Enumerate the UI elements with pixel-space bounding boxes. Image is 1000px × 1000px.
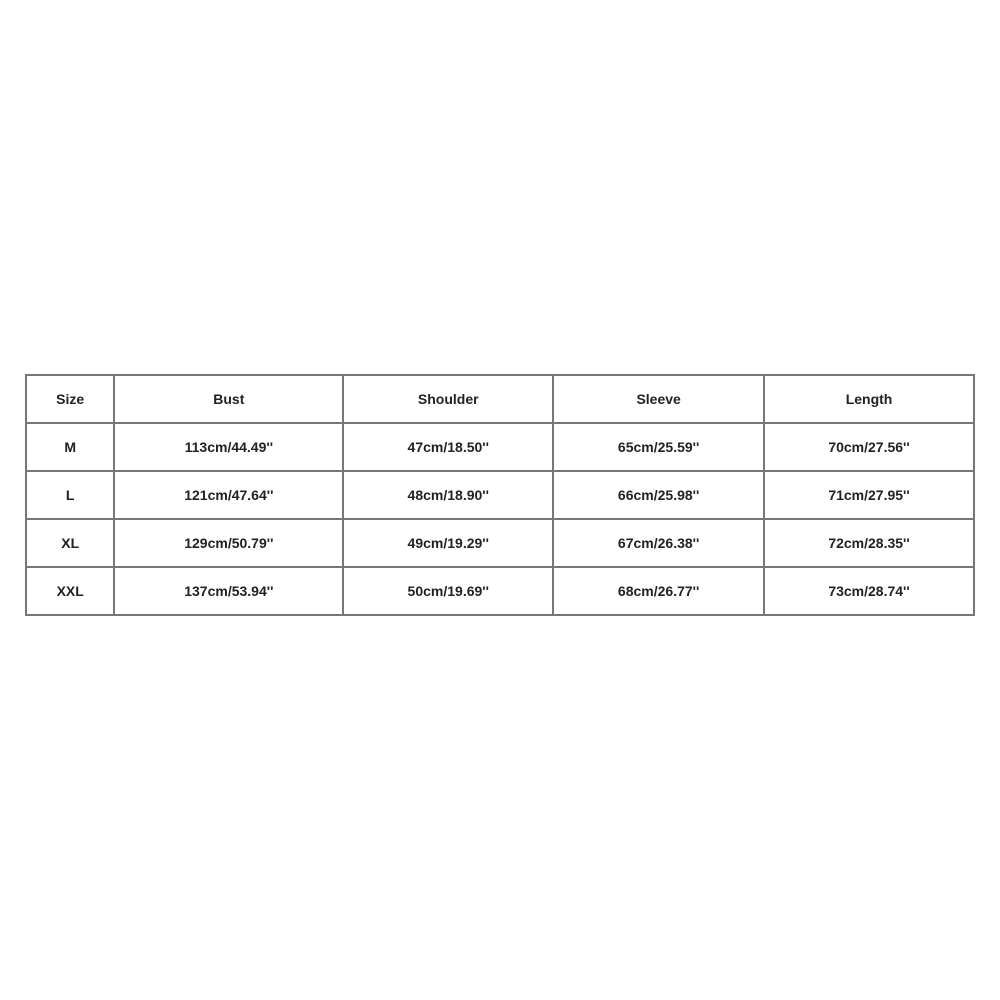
cell-sleeve: 65cm/25.59''	[553, 423, 764, 471]
cell-shoulder: 50cm/19.69''	[343, 567, 553, 615]
cell-shoulder: 48cm/18.90''	[343, 471, 553, 519]
header-sleeve: Sleeve	[553, 375, 764, 423]
cell-length: 70cm/27.56''	[764, 423, 974, 471]
cell-bust: 129cm/50.79''	[114, 519, 343, 567]
size-chart-table	[25, 374, 975, 616]
cell-shoulder: 47cm/18.50''	[343, 423, 553, 471]
cell-length: 72cm/28.35''	[764, 519, 974, 567]
cell-sleeve: 66cm/25.98''	[553, 471, 764, 519]
cell-size: L	[26, 471, 114, 519]
cell-bust: 137cm/53.94''	[114, 567, 343, 615]
header-shoulder: Shoulder	[343, 375, 553, 423]
table-header-row	[26, 375, 974, 423]
header-bust: Bust	[114, 375, 343, 423]
cell-bust: 113cm/44.49''	[114, 423, 343, 471]
cell-sleeve: 67cm/26.38''	[553, 519, 764, 567]
cell-bust: 121cm/47.64''	[114, 471, 343, 519]
cell-size: XL	[26, 519, 114, 567]
table-row	[26, 519, 974, 567]
header-length: Length	[764, 375, 974, 423]
cell-sleeve: 68cm/26.77''	[553, 567, 764, 615]
cell-length: 71cm/27.95''	[764, 471, 974, 519]
table-row	[26, 423, 974, 471]
cell-shoulder: 49cm/19.29''	[343, 519, 553, 567]
table-row	[26, 471, 974, 519]
cell-size: XXL	[26, 567, 114, 615]
table-row	[26, 567, 974, 615]
header-size: Size	[26, 375, 114, 423]
cell-size: M	[26, 423, 114, 471]
cell-length: 73cm/28.74''	[764, 567, 974, 615]
